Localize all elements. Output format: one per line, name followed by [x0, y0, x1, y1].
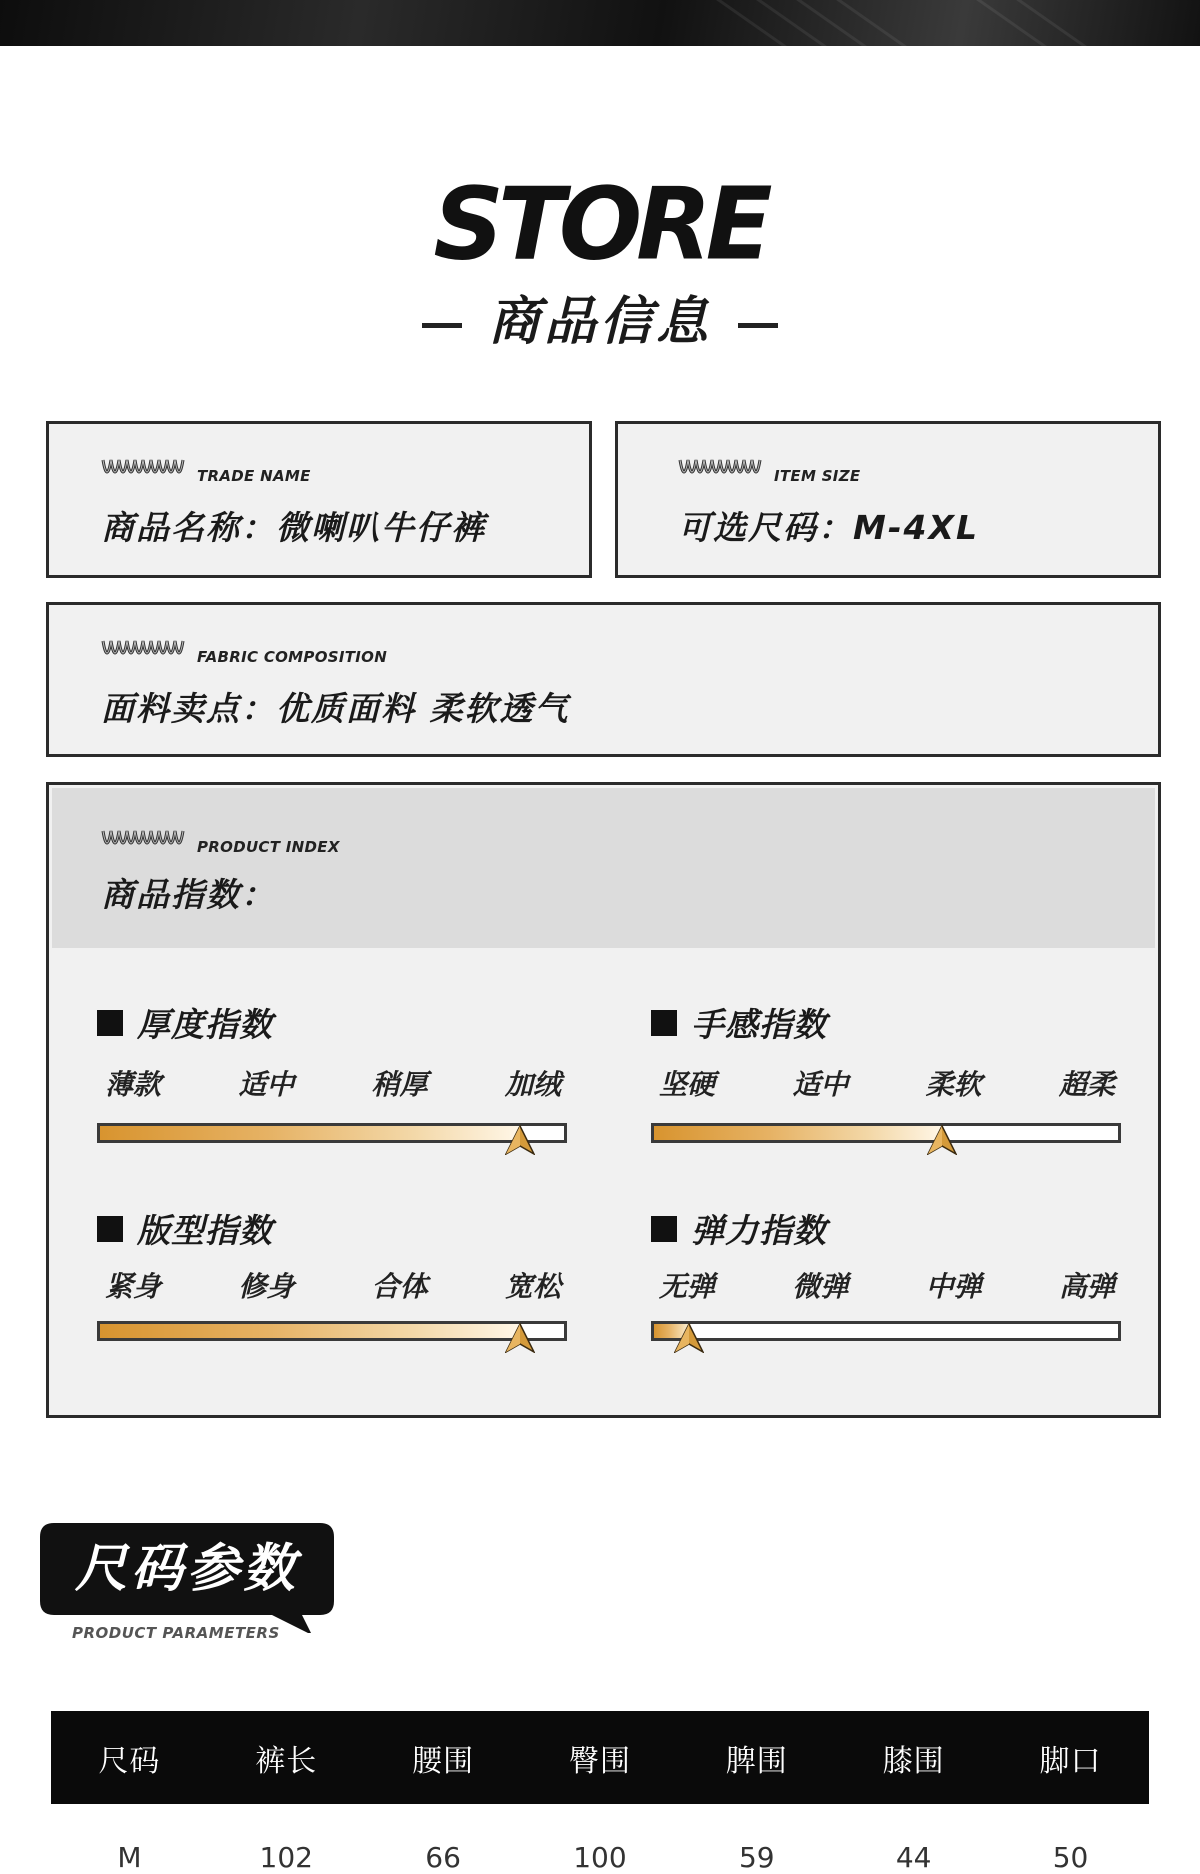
- index-bar: [97, 1321, 567, 1341]
- product-index-box: [46, 782, 1161, 1418]
- table-cell: 44: [895, 1841, 932, 1874]
- index-bar: [651, 1321, 1121, 1341]
- index-option: 稍厚: [371, 1068, 428, 1101]
- table-cell: M: [117, 1841, 142, 1874]
- index-option: 合体: [371, 1270, 428, 1303]
- fabric-box: [46, 602, 1161, 757]
- table-row: [51, 1804, 1149, 1874]
- table-cell: 50: [1052, 1841, 1089, 1874]
- section-title: [0, 292, 1200, 352]
- index-title: 手感指数: [691, 1005, 827, 1044]
- item-size-box: [615, 421, 1161, 578]
- square-bullet-icon: [651, 1010, 677, 1036]
- index-option: 修身: [238, 1270, 295, 1303]
- index-option: 无弹: [659, 1270, 716, 1303]
- brand-title: STORE: [433, 166, 767, 284]
- wave-icon: [101, 825, 187, 857]
- params-badge: [40, 1523, 334, 1615]
- index-option: 柔软: [925, 1068, 982, 1101]
- trade-name-label: [101, 454, 311, 486]
- index-title: 弹力指数: [691, 1211, 827, 1250]
- item-size-en: ITEM SIZE: [774, 467, 861, 485]
- column-header: 脚口: [992, 1711, 1149, 1804]
- index-option: 微弹: [792, 1270, 849, 1303]
- table-cell: 100: [573, 1841, 627, 1874]
- params-title: 尺码参数: [74, 1539, 299, 1599]
- table-cell: 102: [259, 1841, 313, 1874]
- index-option: 高弹: [1058, 1270, 1115, 1303]
- item-size-label: [678, 454, 860, 486]
- index-option: 加绒: [504, 1068, 561, 1101]
- index-bar-fill: [654, 1126, 942, 1140]
- index-option: 适中: [792, 1068, 849, 1101]
- product-index-label: [101, 825, 340, 857]
- product-index-text: 商品指数：: [101, 875, 276, 914]
- product-index-en: PRODUCT INDEX: [197, 838, 340, 856]
- table-cell: 66: [425, 1841, 461, 1874]
- column-header: 腰围: [365, 1711, 522, 1804]
- index-bar-fill: [100, 1324, 518, 1338]
- trade-name-en: TRADE NAME: [197, 467, 311, 485]
- square-bullet-icon: [651, 1216, 677, 1242]
- index-option: 超柔: [1058, 1068, 1115, 1101]
- item-size-text: 可选尺码：M-4XL: [678, 508, 979, 547]
- column-header: 裤长: [208, 1711, 365, 1804]
- section-title-text: 商品信息: [487, 292, 712, 352]
- table-header-row: [51, 1711, 1149, 1804]
- index-marker-icon: [927, 1125, 957, 1155]
- fabric-text: 面料卖点：优质面料 柔软透气: [101, 689, 570, 728]
- wave-icon: [101, 635, 187, 667]
- index-option: 宽松: [504, 1270, 561, 1303]
- index-option: 薄款: [105, 1068, 162, 1101]
- column-header: 脾围: [678, 1711, 835, 1804]
- product-index-header: [52, 788, 1155, 948]
- column-header: 膝围: [835, 1711, 992, 1804]
- square-bullet-icon: [97, 1010, 123, 1036]
- wave-icon: [678, 454, 764, 486]
- fabric-en: FABRIC COMPOSITION: [197, 648, 388, 666]
- square-bullet-icon: [97, 1216, 123, 1242]
- title-dash-right: [738, 323, 778, 328]
- index-option: 紧身: [105, 1270, 162, 1303]
- wave-icon: [101, 454, 187, 486]
- column-header: 尺码: [51, 1711, 208, 1804]
- index-title: 版型指数: [137, 1211, 273, 1250]
- index-bar-fill: [100, 1126, 518, 1140]
- size-table: [51, 1711, 1149, 1874]
- title-dash-left: [422, 323, 462, 328]
- index-option: 中弹: [925, 1270, 982, 1303]
- index-option: 坚硬: [659, 1068, 716, 1101]
- index-marker-icon: [674, 1323, 704, 1353]
- params-subtitle: PRODUCT PARAMETERS: [72, 1624, 280, 1642]
- trade-name-box: [46, 421, 592, 578]
- index-bar: [97, 1123, 567, 1143]
- index-title: 厚度指数: [137, 1005, 273, 1044]
- index-marker-icon: [505, 1125, 535, 1155]
- trade-name-text: 商品名称：微喇叭牛仔裤: [101, 508, 486, 547]
- index-bar: [651, 1123, 1121, 1143]
- index-option: 适中: [238, 1068, 295, 1101]
- index-marker-icon: [505, 1323, 535, 1353]
- top-banner: [0, 0, 1200, 46]
- table-cell: 59: [738, 1841, 775, 1874]
- fabric-label: [101, 635, 387, 667]
- column-header: 臀围: [522, 1711, 679, 1804]
